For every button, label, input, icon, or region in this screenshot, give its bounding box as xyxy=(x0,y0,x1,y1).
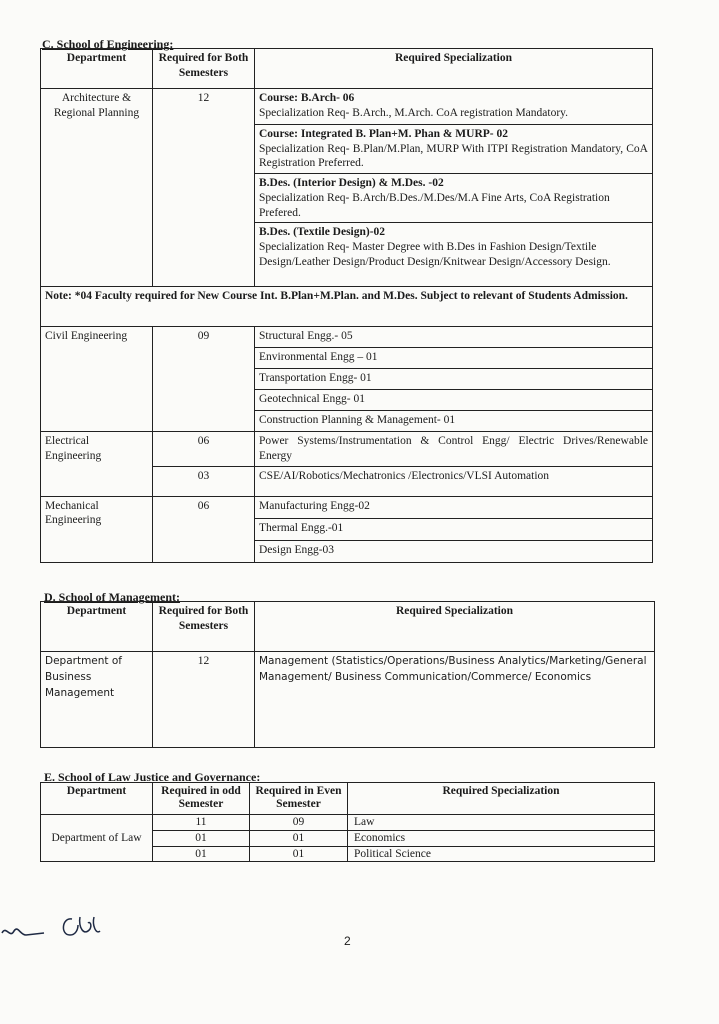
management-table xyxy=(40,601,655,748)
spec-management: Management (Statistics/Operations/Business Analytics/Marketing/General Management/ Business Communication/Commerce/ Economics xyxy=(255,652,655,748)
header-specialization: Required Specialization xyxy=(255,49,653,89)
engineering-note: Note: *04 Faculty required for New Course Int. B.Plan+M.Plan. and M.Des. Subject to relevant of Students Admission. xyxy=(41,287,653,327)
header-required: Required for Both Semesters xyxy=(153,49,255,89)
law-spec: Political Science xyxy=(348,846,655,862)
management-heading: D. School of Management: xyxy=(44,590,180,604)
dept-law: Department of Law xyxy=(41,815,153,862)
dept-architecture: Architecture & Regional Planning xyxy=(41,89,153,287)
spec-civil-item: Geotechnical Engg- 01 xyxy=(255,390,653,411)
spec-title: Course: Integrated B. Plan+M. Phan & MURP- 02 xyxy=(259,128,508,140)
spec-text: Specialization Req- Master Degree with B.Des in Fashion Design/Textile Design/Leather Design/Product Design/Knitwear Design/Accessory Design. xyxy=(259,241,611,268)
required-architecture: 12 xyxy=(153,89,255,287)
spec-bdes-textile xyxy=(255,223,653,287)
required-electrical: 03 xyxy=(153,466,255,496)
spec-mechanical-item: Design Engg-03 xyxy=(255,540,653,562)
header-specialization: Required Specialization xyxy=(255,602,655,652)
required-management: 12 xyxy=(153,652,255,748)
required-civil: 09 xyxy=(153,327,255,432)
spec-bdes-interior xyxy=(255,174,653,223)
law-odd: 01 xyxy=(153,846,250,862)
law-even: 09 xyxy=(250,815,348,831)
law-odd: 11 xyxy=(153,815,250,831)
law-heading: E. School of Law Justice and Governance: xyxy=(44,770,261,784)
header-department: Department xyxy=(41,783,153,815)
spec-barch xyxy=(255,89,653,125)
spec-electrical-item: CSE/AI/Robotics/Mechatronics /Electronics/VLSI Automation xyxy=(255,466,653,496)
header-even-semester: Required in Even Semester xyxy=(250,783,348,815)
header-department: Department xyxy=(41,602,153,652)
dept-mechanical: Mechanical Engineering xyxy=(41,496,153,562)
spec-mechanical-item: Manufacturing Engg-02 xyxy=(255,496,653,518)
dept-electrical: Electrical Engineering xyxy=(41,432,153,496)
law-table xyxy=(40,782,655,862)
spec-civil-item: Structural Engg.- 05 xyxy=(255,327,653,348)
required-electrical: 06 xyxy=(153,432,255,466)
required-mechanical: 06 xyxy=(153,496,255,562)
spec-text: Specialization Req- B.Arch/B.Des./M.Des/M.A Fine Arts, CoA Registration Prefered. xyxy=(259,191,610,219)
dept-management: Department of Business Management xyxy=(41,652,153,748)
header-required: Required for Both Semesters xyxy=(153,602,255,652)
dept-civil: Civil Engineering xyxy=(41,327,153,432)
engineering-table xyxy=(40,48,653,563)
page-number: 2 xyxy=(344,934,351,948)
law-spec: Economics xyxy=(348,831,655,847)
law-spec: Law xyxy=(348,815,655,831)
spec-bplan xyxy=(255,125,653,174)
engineering-heading: C. School of Engineering: xyxy=(42,37,174,51)
header-department: Department xyxy=(41,49,153,89)
header-specialization: Required Specialization xyxy=(348,783,655,815)
spec-civil-item: Transportation Engg- 01 xyxy=(255,369,653,390)
spec-electrical-item: Power Systems/Instrumentation & Control Engg/ Electric Drives/Renewable Energy xyxy=(255,432,653,466)
handwritten-signature xyxy=(0,905,120,945)
spec-title: Course: B.Arch- 06 xyxy=(259,92,355,104)
law-even: 01 xyxy=(250,846,348,862)
spec-title: B.Des. (Textile Design)-02 xyxy=(259,226,386,239)
spec-title: B.Des. (Interior Design) & M.Des. -02 xyxy=(259,177,444,190)
header-odd-semester: Required in odd Semester xyxy=(153,783,250,815)
law-even: 01 xyxy=(250,831,348,847)
spec-civil-item: Construction Planning & Management- 01 xyxy=(255,411,653,432)
spec-text: Specialization Req- B.Arch., M.Arch. CoA registration Mandatory. xyxy=(259,106,569,119)
law-odd: 01 xyxy=(153,831,250,847)
spec-text: Specialization Req- B.Plan/M.Plan, MURP With ITPI Registration Mandatory, CoA Registration Preferred. xyxy=(259,142,648,170)
spec-civil-item: Environmental Engg – 01 xyxy=(255,348,653,369)
spec-mechanical-item: Thermal Engg.-01 xyxy=(255,518,653,540)
